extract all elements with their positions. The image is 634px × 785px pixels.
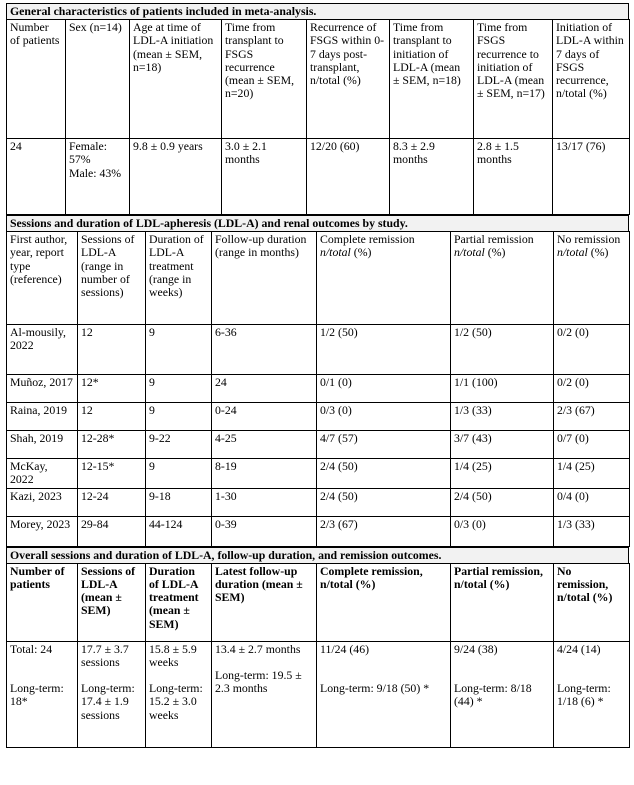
header-cell: Follow-up duration (range in months) bbox=[212, 232, 317, 325]
cell: 0/4 (0) bbox=[554, 488, 630, 516]
section-title-general: General characteristics of patients included in meta-analysis. bbox=[6, 3, 629, 19]
cell bbox=[317, 641, 451, 747]
cell: 9-22 bbox=[146, 431, 212, 459]
cell: 24 bbox=[7, 139, 66, 215]
cell: 12 bbox=[78, 403, 146, 431]
table-row bbox=[7, 431, 630, 459]
cell: 8-19 bbox=[212, 459, 317, 489]
cell: 29-84 bbox=[78, 516, 146, 546]
longterm-value: Long-term: 18* bbox=[10, 680, 64, 709]
cell: 9.8 ± 0.9 years bbox=[130, 139, 222, 215]
table-row bbox=[7, 403, 630, 431]
overall-outcomes-section bbox=[6, 547, 629, 748]
cell: 0-39 bbox=[212, 516, 317, 546]
cell: 0/2 (0) bbox=[554, 325, 630, 375]
cell: 0/1 (0) bbox=[317, 375, 451, 403]
longterm-value: Long-term: 15.2 ± 3.0 weeks bbox=[149, 681, 203, 722]
header-text: (%) bbox=[484, 245, 506, 260]
cell: 0/3 (0) bbox=[317, 403, 451, 431]
header-cell bbox=[451, 232, 554, 325]
cell: 24 bbox=[212, 375, 317, 403]
header-italic: n/total bbox=[557, 245, 588, 260]
cell: Raina, 2019 bbox=[7, 403, 78, 431]
section-title-overall: Overall sessions and duration of LDL-A, follow-up duration, and remission outcomes. bbox=[6, 547, 629, 563]
table-row bbox=[7, 459, 630, 489]
table-row bbox=[7, 516, 630, 546]
header-cell: Duration of LDL-A treatment (range in weeks) bbox=[146, 232, 212, 325]
cell: 9-18 bbox=[146, 488, 212, 516]
sessions-by-study-table bbox=[6, 231, 630, 547]
total-value: 4/24 (14) bbox=[557, 641, 601, 656]
header-row bbox=[7, 20, 630, 139]
cell bbox=[146, 641, 212, 747]
cell: 2.8 ± 1.5 months bbox=[474, 139, 553, 215]
cell bbox=[451, 641, 554, 747]
cell: 12/20 (60) bbox=[307, 139, 390, 215]
header-cell: Sex (n=14) bbox=[66, 20, 130, 139]
header-cell: Age at time of LDL-A initiation (mean ± SEM, n=18) bbox=[130, 20, 222, 139]
header-cell bbox=[317, 232, 451, 325]
cell: 13/17 (76) bbox=[553, 139, 630, 215]
cell: 0/2 (0) bbox=[554, 375, 630, 403]
total-value: 13.4 ± 2.7 months bbox=[215, 641, 301, 656]
total-value: 9/24 (38) bbox=[454, 641, 498, 656]
cell: 2/3 (67) bbox=[554, 403, 630, 431]
cell: 3/7 (43) bbox=[451, 431, 554, 459]
cell: Shah, 2019 bbox=[7, 431, 78, 459]
cell: 44-124 bbox=[146, 516, 212, 546]
cell: 1/3 (33) bbox=[554, 516, 630, 546]
cell bbox=[7, 641, 78, 747]
header-cell bbox=[554, 232, 630, 325]
header-cell: Time from FSGS recurrence to initiation of LDL-A (mean ± SEM, n=17) bbox=[474, 20, 553, 139]
cell: 1/4 (25) bbox=[554, 459, 630, 489]
sex-male: Male: 43% bbox=[69, 165, 122, 180]
table-row bbox=[7, 641, 630, 747]
header-cell: Complete remission, n/total (%) bbox=[317, 563, 451, 641]
header-cell: No remission, n/total (%) bbox=[554, 563, 630, 641]
header-text: No remission bbox=[557, 232, 621, 246]
cell: 9 bbox=[146, 403, 212, 431]
sex-female: Female: 57% bbox=[69, 139, 108, 167]
cell: 12 bbox=[78, 325, 146, 375]
cell: 6-36 bbox=[212, 325, 317, 375]
cell: 0/3 (0) bbox=[451, 516, 554, 546]
header-cell: Time from transplant to FSGS recurrence (mean ± SEM, n=20) bbox=[222, 20, 307, 139]
cell: Kazi, 2023 bbox=[7, 488, 78, 516]
sessions-by-study-section bbox=[6, 215, 629, 547]
cell: 2/4 (50) bbox=[317, 459, 451, 489]
cell: Morey, 2023 bbox=[7, 516, 78, 546]
cell: 12* bbox=[78, 375, 146, 403]
header-row bbox=[7, 232, 630, 325]
table-row bbox=[7, 325, 630, 375]
cell: 8.3 ± 2.9 months bbox=[390, 139, 474, 215]
cell: 1/1 (100) bbox=[451, 375, 554, 403]
longterm-value: Long-term: 9/18 (50) * bbox=[320, 680, 430, 695]
total-value: Total: 24 bbox=[10, 641, 53, 656]
table-row bbox=[7, 375, 630, 403]
cell: 0/7 (0) bbox=[554, 431, 630, 459]
sex-cell bbox=[66, 139, 130, 215]
header-cell: Latest follow-up duration (mean ± SEM) bbox=[212, 563, 317, 641]
cell: 9 bbox=[146, 459, 212, 489]
cell: 1/3 (33) bbox=[451, 403, 554, 431]
cell: 0-24 bbox=[212, 403, 317, 431]
cell: 12-15* bbox=[78, 459, 146, 489]
cell: 1/2 (50) bbox=[451, 325, 554, 375]
section-title-by-study: Sessions and duration of LDL-apheresis (LDL-A) and renal outcomes by study. bbox=[6, 215, 629, 231]
cell bbox=[212, 641, 317, 747]
cell: 1-30 bbox=[212, 488, 317, 516]
header-italic: n/total bbox=[320, 245, 351, 260]
cell: 12-28* bbox=[78, 431, 146, 459]
cell: 1/2 (50) bbox=[317, 325, 451, 375]
general-characteristics-section bbox=[6, 3, 629, 215]
header-cell: Sessions of LDL-A (mean ± SEM) bbox=[78, 563, 146, 641]
total-value: 17.7 ± 3.7 sessions bbox=[81, 641, 129, 669]
cell: Al-mousily, 2022 bbox=[7, 325, 78, 375]
total-value: 15.8 ± 5.9 weeks bbox=[149, 641, 197, 669]
cell: 4-25 bbox=[212, 431, 317, 459]
general-characteristics-table bbox=[6, 19, 630, 215]
header-text: Complete remission bbox=[320, 232, 415, 246]
cell: 9 bbox=[146, 325, 212, 375]
cell bbox=[554, 641, 630, 747]
header-text: Partial remission bbox=[454, 232, 534, 246]
cell: 9 bbox=[146, 375, 212, 403]
cell: 1/4 (25) bbox=[451, 459, 554, 489]
cell: 12-24 bbox=[78, 488, 146, 516]
longterm-value: Long-term: 1/18 (6) * bbox=[557, 680, 611, 709]
cell: 2/4 (50) bbox=[317, 488, 451, 516]
header-cell: Number of patients bbox=[7, 563, 78, 641]
header-cell: First author, year, report type (reference) bbox=[7, 232, 78, 325]
table-row bbox=[7, 488, 630, 516]
total-value: 11/24 (46) bbox=[320, 641, 370, 656]
header-cell: Duration of LDL-A treatment (mean ± SEM) bbox=[146, 563, 212, 641]
longterm-value: Long-term: 8/18 (44) * bbox=[454, 680, 532, 709]
cell: 2/3 (67) bbox=[317, 516, 451, 546]
cell: 4/7 (57) bbox=[317, 431, 451, 459]
cell: 3.0 ± 2.1 months bbox=[222, 139, 307, 215]
header-cell: Recurrence of FSGS within 0-7 days post-transplant, n/total (%) bbox=[307, 20, 390, 139]
cell: Muñoz, 2017 bbox=[7, 375, 78, 403]
header-cell: Time from transplant to initiation of LDL-A (mean ± SEM, n=18) bbox=[390, 20, 474, 139]
header-cell: Partial remission, n/total (%) bbox=[451, 563, 554, 641]
header-cell: Number of patients bbox=[7, 20, 66, 139]
cell: McKay, 2022 bbox=[7, 459, 78, 489]
meta-analysis-table bbox=[6, 3, 629, 748]
cell bbox=[78, 641, 146, 747]
longterm-value: Long-term: 19.5 ± 2.3 months bbox=[215, 667, 302, 696]
header-text: (%) bbox=[587, 245, 609, 260]
cell: 2/4 (50) bbox=[451, 488, 554, 516]
header-row bbox=[7, 563, 630, 641]
longterm-value: Long-term: 17.4 ± 1.9 sessions bbox=[81, 681, 135, 722]
table-row bbox=[7, 139, 630, 215]
header-text: (%) bbox=[350, 245, 372, 260]
header-cell: Initiation of LDL-A within 7 days of FSGS recurrence, n/total (%) bbox=[553, 20, 630, 139]
header-cell: Sessions of LDL-A (range in number of sessions) bbox=[78, 232, 146, 325]
header-italic: n/total bbox=[454, 245, 485, 260]
overall-outcomes-table bbox=[6, 563, 630, 748]
